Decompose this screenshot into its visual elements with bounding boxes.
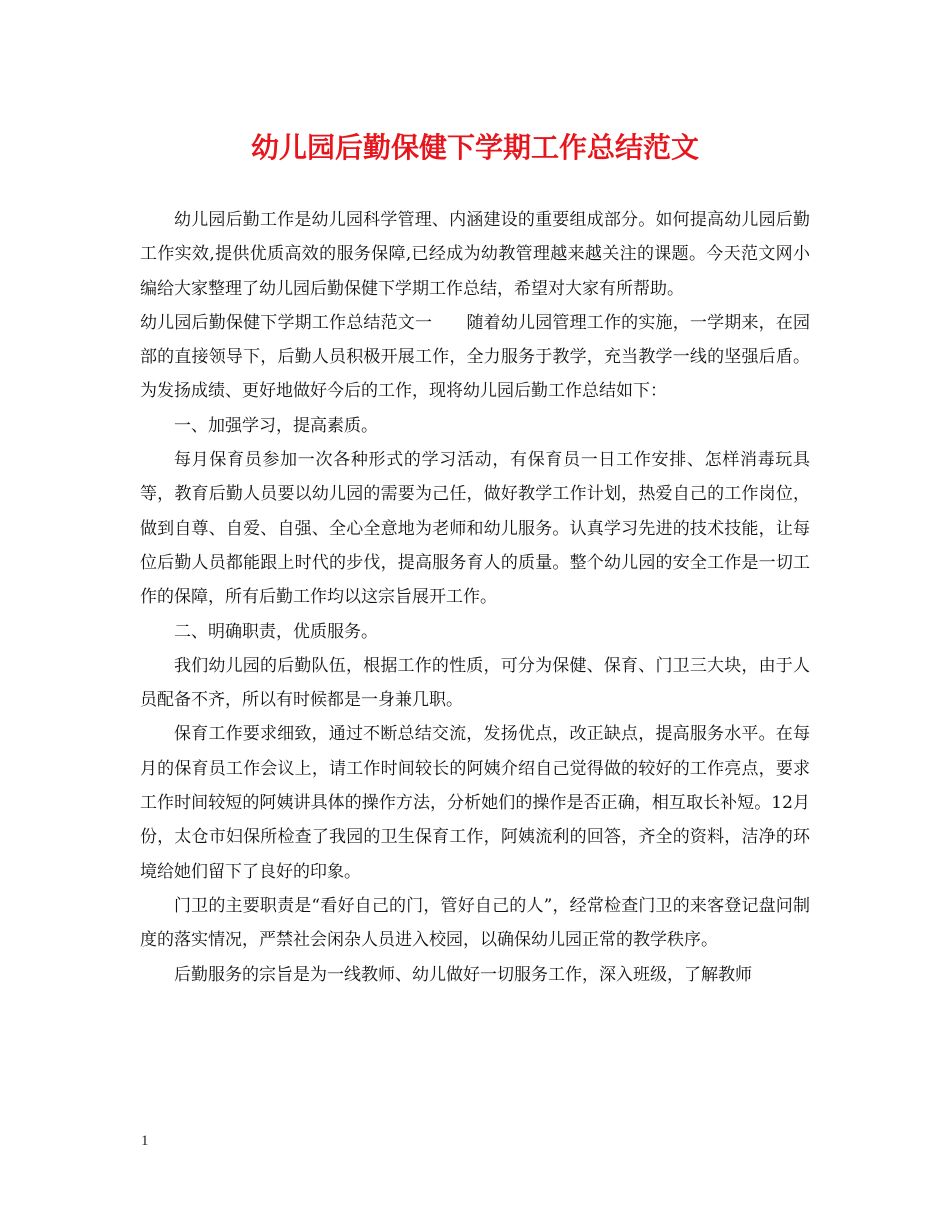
paragraph-service: 后勤服务的宗旨是为一线教师、幼儿做好一切服务工作，深入班级，了解教师 [174,964,752,985]
page-number: 1 [141,1133,149,1149]
paragraph-summary-intro: 幼儿园后勤保健下学期工作总结范文一 随着幼儿园管理工作的实施，一学期来，在园部的直接领导下，后勤人员积极开展工作，全力服务于教学，充当教学一线的坚强后盾。为发扬成绩、更好地做好今后的工作，现将幼儿园后勤工作总结如下： [140,312,810,402]
paragraph-guard: 门卫的主要职责是“看好自己的门，管好自己的人”，经常检查门卫的来客登记盘问制度的落实情况，严禁社会闲杂人员进入校园，以确保幼儿园正常的教学秩序。 [140,895,810,951]
section-heading-study: 一、加强学习，提高素质。 [174,415,378,436]
section-heading-duties: 二、明确职责，优质服务。 [174,621,378,642]
paragraph-childcare: 保育工作要求细致，通过不断总结交流，发扬优点，改正缺点，提高服务水平。在每月的保育员工作会议上，请工作时间较长的阿姨介绍自己觉得做的较好的工作亮点，要求工作时间较短的阿姨讲具体的操作方法，分析她们的操作是否正确，相互取长补短。12月份，太仓市妇保所检查了我园的卫生保育工作，阿姨流利的回答，齐全的资料，洁净的环境给她们留下了良好的印象。 [140,724,810,882]
paragraph-study: 每月保育员参加一次各种形式的学习活动，有保育员一日工作安排、怎样消毒玩具等，教育后勤人员要以幼儿园的需要为己任，做好教学工作计划，热爱自己的工作岗位，做到自尊、自爱、自强、全心全意地为老师和幼儿服务。认真学习先进的技术技能，让每位后勤人员都能跟上时代的步伐，提高服务育人的质量。整个幼儿园的安全工作是一切工作的保障，所有后勤工作均以这宗旨展开工作。 [140,450,810,608]
document-title: 幼儿园后勤保健下学期工作总结范文 [250,131,699,164]
paragraph-team: 我们幼儿园的后勤队伍，根据工作的性质，可分为保健、保育、门卫三大块，由于人员配备不齐，所以有时候都是一身兼几职。 [140,655,810,711]
paragraph-intro: 幼儿园后勤工作是幼儿园科学管理、内涵建设的重要组成部分。如何提高幼儿园后勤工作实效,提供优质高效的服务保障,已经成为幼教管理越来越关注的课题。今天范文网小编给大家整理了幼儿园后勤保健下学期工作总结，希望对大家有所帮助。 [140,210,810,299]
document-body [140,203,810,992]
